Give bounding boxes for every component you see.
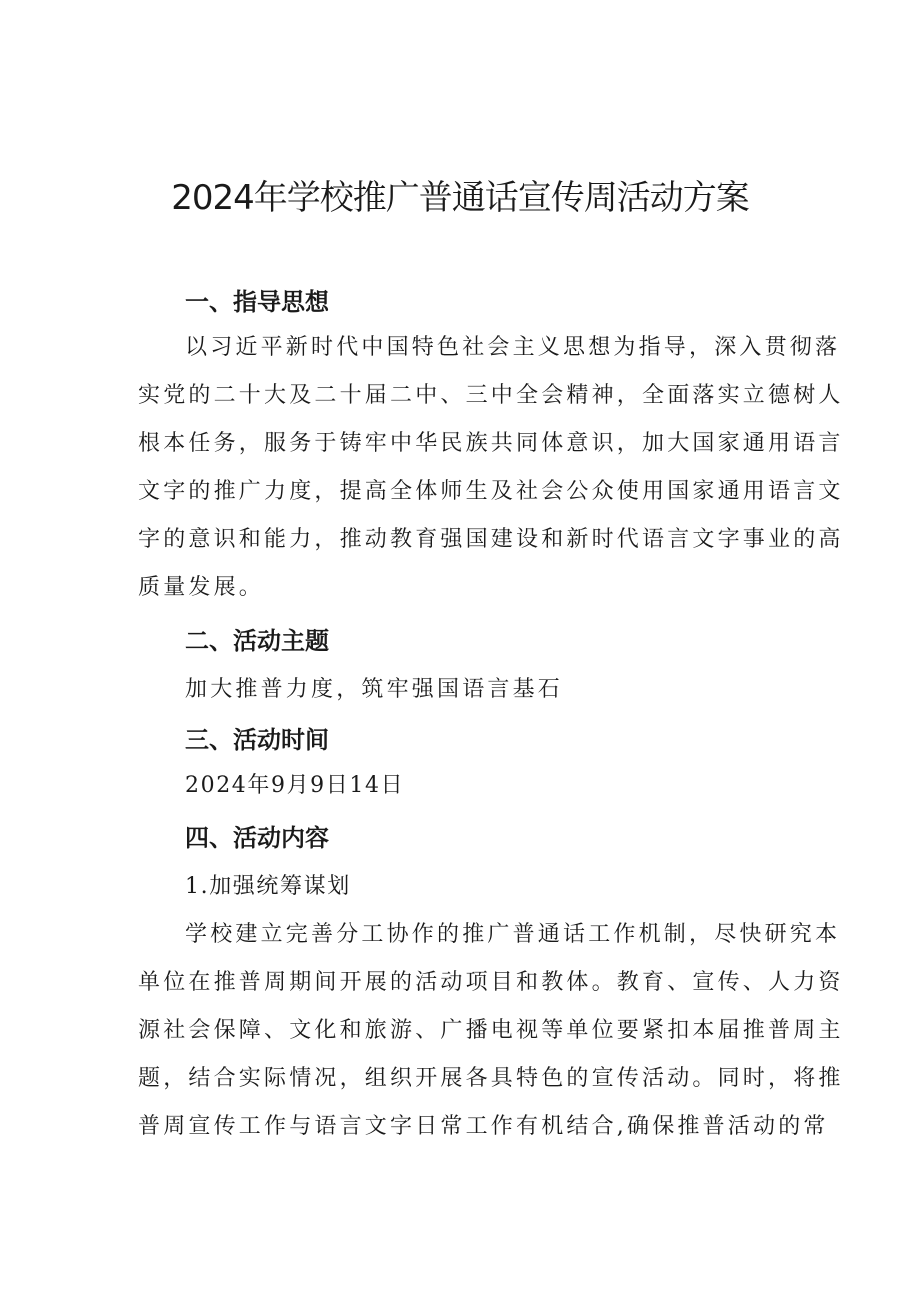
section-heading-theme: 二、活动主题: [185, 627, 329, 655]
paragraph-line: 以习近平新时代中国特色社会主义思想为指导，深入贯彻落: [185, 335, 841, 360]
activity-date: 2024年9月9日14日: [185, 773, 405, 798]
section-heading-time: 三、活动时间: [185, 726, 329, 754]
paragraph-line: 字的意识和能力，推动教育强国建设和新时代语言文字事业的高: [138, 527, 844, 552]
section-heading-content: 四、活动内容: [185, 824, 329, 852]
paragraph-line: 质量发展。: [138, 575, 265, 600]
paragraph-line: 普周宣传工作与语言文字日常工作有机结合,确保推普活动的常: [138, 1114, 829, 1139]
paragraph-line: 文字的推广力度，提高全体师生及社会公众使用国家通用语言文: [138, 479, 844, 504]
paragraph-line: 单位在推普周期间开展的活动项目和教体。教育、宣传、人力资: [138, 970, 844, 995]
paragraph-line: 根本任务，服务于铸牢中华民族共同体意识，加大国家通用语言: [138, 431, 844, 456]
paragraph-line: 题，结合实际情况，组织开展各具特色的宣传活动。同时，将推: [138, 1066, 844, 1091]
section-heading-guiding-ideology: 一、指导思想: [185, 288, 329, 316]
paragraph-line: 实党的二十大及二十届二中、三中全会精神，全面落实立德树人: [138, 383, 844, 408]
paragraph-line: 源社会保障、文化和旅游、广播电视等单位要紧扣本届推普周主: [138, 1018, 844, 1043]
paragraph-line: 学校建立完善分工协作的推广普通话工作机制，尽快研究本: [185, 922, 841, 947]
theme-text: 加大推普力度，筑牢强国语言基石: [185, 677, 564, 702]
subheading-planning: 1.加强统筹谋划: [185, 874, 351, 899]
document-title: 2024年学校推广普通话宣传周活动方案: [171, 178, 749, 218]
